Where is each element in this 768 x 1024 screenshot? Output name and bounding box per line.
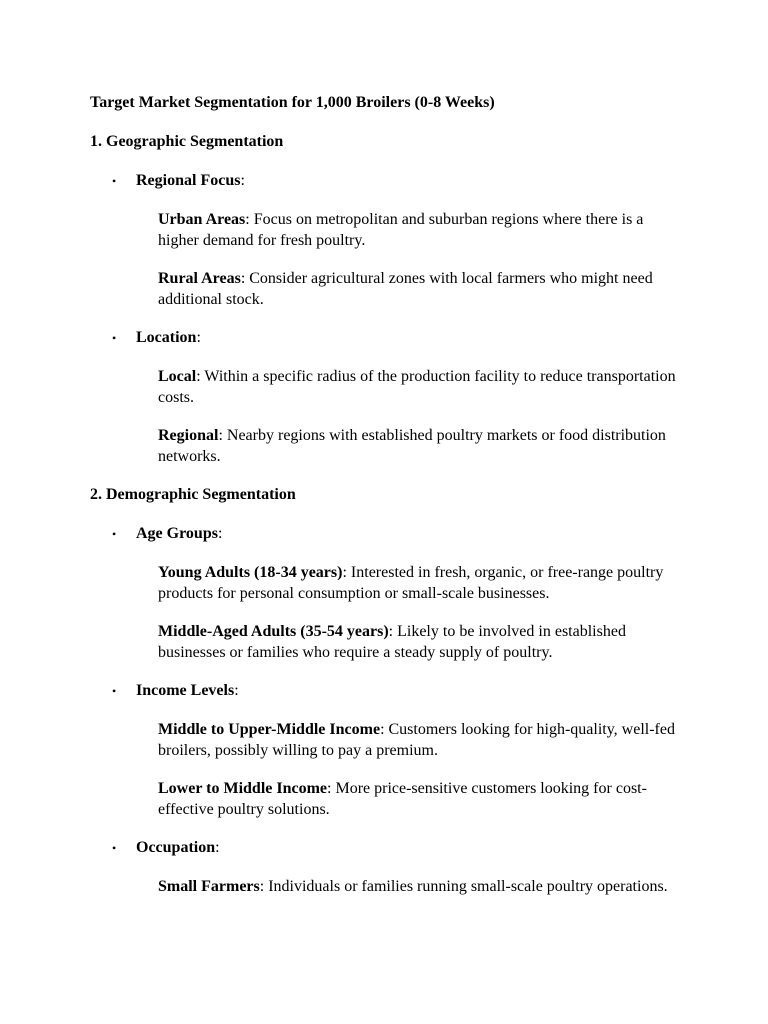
bullet-icon: • — [112, 841, 117, 855]
detail-text: : Interested in fresh, organic, or free-range poultry products for personal consumption or small-scale businesses. — [158, 564, 664, 602]
detail-text: : Within a specific radius of the production facility to reduce transportation costs. — [158, 368, 676, 406]
detail-urban-areas — [158, 209, 678, 251]
bullet-occupation — [112, 837, 690, 859]
detail-term: Rural Areas — [158, 270, 241, 287]
detail-lower-middle-income — [158, 778, 678, 820]
detail-text: : Nearby regions with established poultry markets or food distribution networks. — [158, 427, 666, 465]
detail-regional — [158, 425, 678, 467]
detail-middle-aged-adults — [158, 621, 678, 663]
bullet-label: Age Groups — [136, 525, 218, 542]
bullet-regional-focus — [112, 170, 690, 192]
bullet-icon: • — [112, 527, 117, 541]
bullet-icon: • — [112, 331, 117, 345]
section-heading-demographic: 2. Demographic Segmentation — [90, 486, 296, 503]
detail-term: Urban Areas — [158, 211, 246, 228]
detail-text: : Focus on metropolitan and suburban regions where there is a higher demand for fresh poultry. — [158, 211, 644, 249]
detail-term: Middle-Aged Adults (35-54 years) — [158, 623, 389, 640]
section-heading-geographic: 1. Geographic Segmentation — [90, 133, 284, 150]
document-page — [90, 92, 690, 897]
detail-small-farmers — [158, 876, 678, 897]
colon: : — [234, 682, 239, 699]
detail-rural-areas — [158, 268, 678, 310]
bullet-location — [112, 327, 690, 349]
detail-term: Middle to Upper-Middle Income — [158, 721, 381, 738]
bullet-label: Regional Focus — [136, 172, 241, 189]
bullet-income-levels — [112, 680, 690, 702]
detail-term: Young Adults (18-34 years) — [158, 564, 343, 581]
detail-text: : Likely to be involved in established businesses or families who require a steady supply of poultry. — [158, 623, 626, 661]
detail-middle-upper-income — [158, 719, 678, 761]
bullet-icon: • — [112, 174, 117, 188]
colon: : — [196, 329, 201, 346]
bullet-icon: • — [112, 684, 117, 698]
detail-term: Regional — [158, 427, 219, 444]
detail-text: : Customers looking for high-quality, well-fed broilers, possibly willing to pay a premium. — [158, 721, 675, 759]
detail-local — [158, 366, 678, 408]
bullet-label: Location — [136, 329, 197, 346]
detail-text: : Individuals or families running small-scale poultry operations. — [259, 878, 668, 895]
bullet-age-groups — [112, 523, 690, 545]
detail-text: : Consider agricultural zones with local farmers who might need additional stock. — [158, 270, 653, 308]
colon: : — [217, 525, 223, 542]
bullet-label: Occupation — [136, 839, 216, 856]
detail-term: Small Farmers — [158, 878, 260, 895]
colon: : — [215, 839, 220, 856]
detail-term: Lower to Middle Income — [158, 780, 328, 797]
detail-young-adults — [158, 562, 678, 604]
colon: : — [240, 172, 245, 189]
detail-term: Local — [158, 368, 197, 385]
document-title: Target Market Segmentation for 1,000 Broilers (0-8 Weeks) — [90, 94, 495, 111]
detail-text: : More price-sensitive customers looking for cost-effective poultry solutions. — [158, 780, 647, 818]
bullet-label: Income Levels — [136, 682, 235, 699]
